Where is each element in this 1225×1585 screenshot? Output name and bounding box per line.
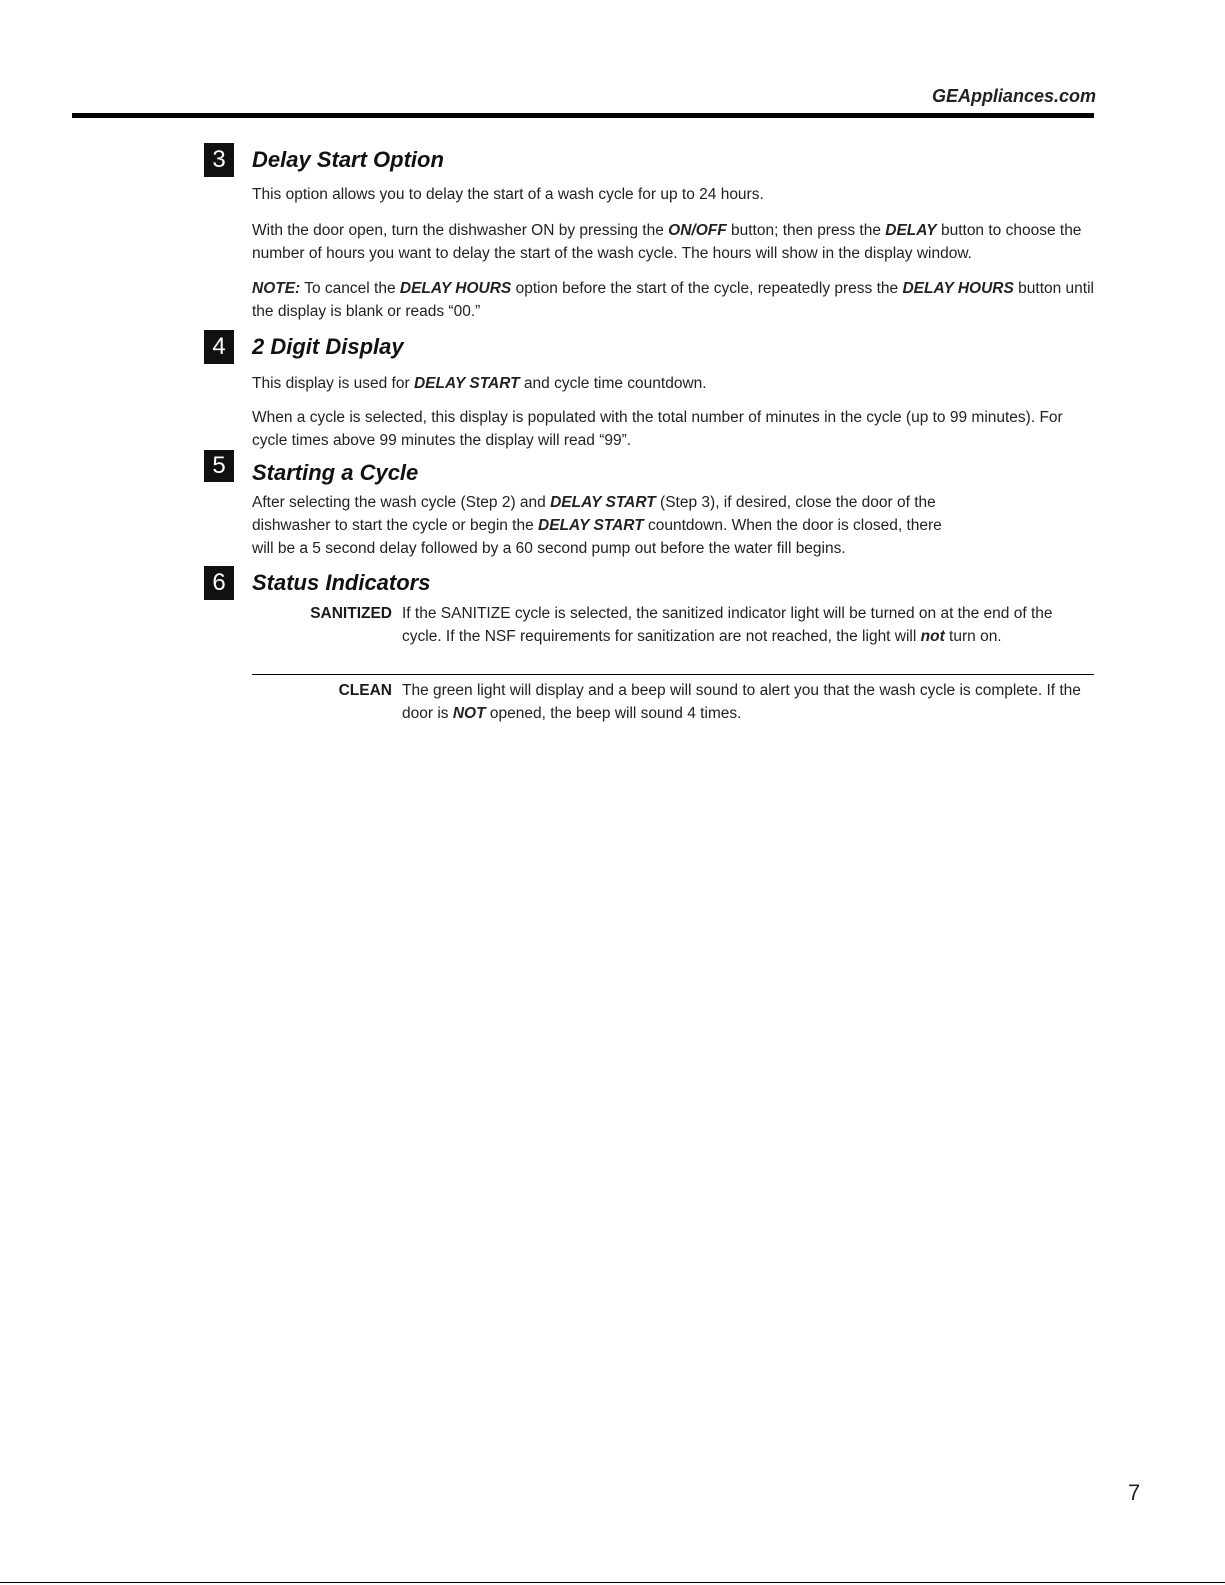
paragraph: With the door open, turn the dishwasher ON by pressing the ON/OFF button; then press the DELAY button to choose the number of hours you want to delay the start of the wash cycle. The hours will show in the display window.	[252, 222, 1082, 262]
note-paragraph: NOTE: To cancel the DELAY HOURS option before the start of the cycle, repeatedly press the DELAY HOURS button until the display is blank or reads “00.”	[252, 280, 1094, 320]
section-title: 2 Digit Display	[252, 334, 404, 359]
section-title: Delay Start Option	[252, 147, 444, 172]
clean-label: CLEAN	[338, 682, 392, 699]
section-status-indicators	[204, 566, 1094, 736]
sanitized-label: SANITIZED	[310, 605, 392, 622]
section-starting-a-cycle	[204, 450, 1094, 560]
paragraph: After selecting the wash cycle (Step 2) and DELAY START (Step 3), if desired, close the door of the dishwasher to start the cycle or begin the DELAY START countdown. When the door is closed, there will be a 5 second delay followed by a 60 second pump out before the water fill begins.	[252, 494, 942, 557]
section-number-badge: 6	[204, 566, 234, 600]
paragraph: This option allows you to delay the start of a wash cycle for up to 24 hours.	[252, 186, 764, 203]
paragraph: This display is used for DELAY START and cycle time countdown.	[252, 375, 707, 392]
status-divider	[252, 674, 1094, 675]
section-delay-start	[204, 143, 1094, 323]
page-bottom-edge	[0, 1582, 1225, 1583]
section-number-badge: 3	[204, 143, 234, 177]
section-title: Starting a Cycle	[252, 460, 419, 485]
clean-description: The green light will display and a beep will sound to alert you that the wash cycle is complete. If the door is NOT opened, the beep will sound 4 times.	[402, 682, 1081, 722]
section-2-digit-display	[204, 330, 1094, 450]
section-number-badge: 5	[204, 450, 234, 482]
site-url: GEAppliances.com	[931, 86, 1096, 106]
page-number: 7	[1128, 1480, 1141, 1505]
section-title: Status Indicators	[252, 570, 431, 595]
header-rule	[72, 113, 1094, 118]
section-number-badge: 4	[204, 330, 234, 364]
paragraph: When a cycle is selected, this display is populated with the total number of minutes in the cycle (up to 99 minutes). For cycle times above 99 minutes the display will read “99”.	[252, 409, 1063, 449]
sanitized-description: If the SANITIZE cycle is selected, the sanitized indicator light will be turned on at the end of the cycle. If the NSF requirements for sanitization are not reached, the light will not turn on.	[402, 605, 1053, 645]
